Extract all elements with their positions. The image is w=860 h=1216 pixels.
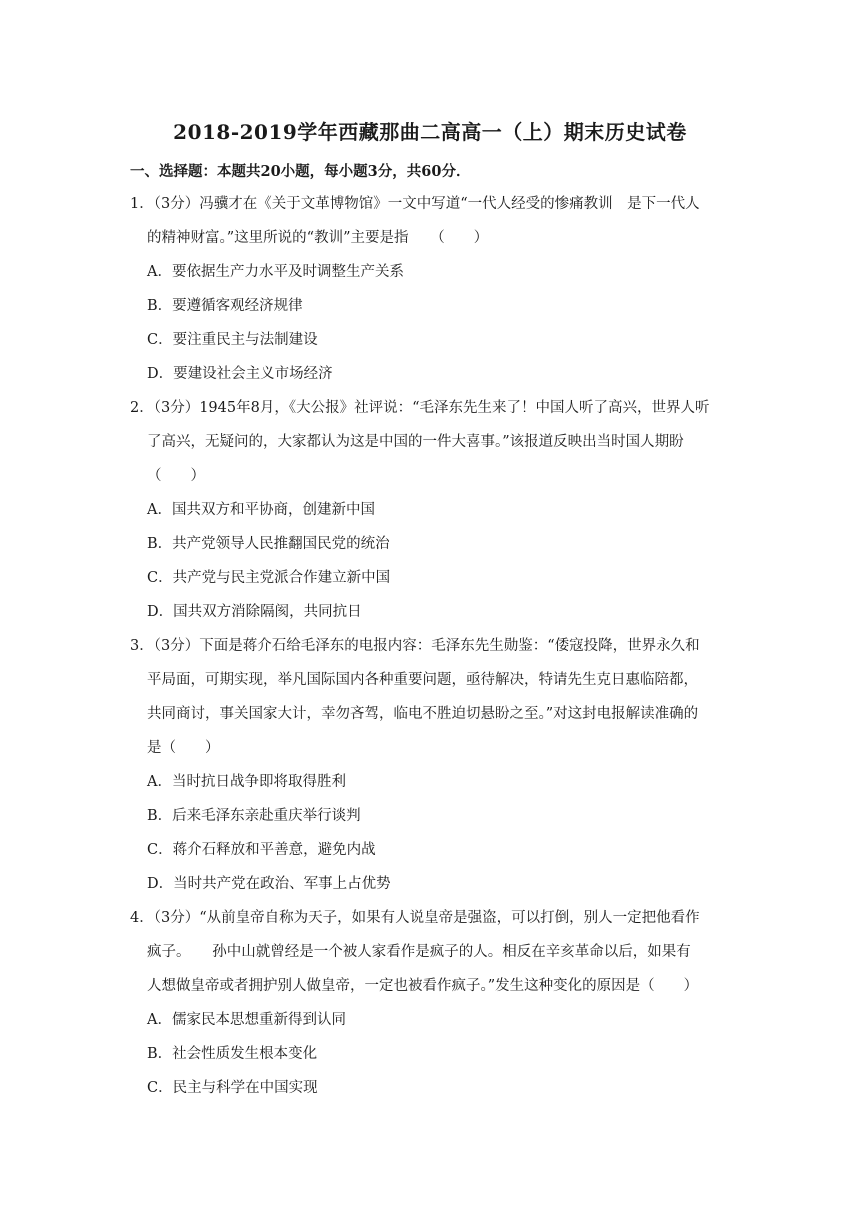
question-2-option-c: C．共产党与民主党派合作建立新中国 [147, 570, 391, 586]
question-3-line-2: 平局面，可期实现，举凡国际国内各种重要问题，亟待解决，特请先生克日惠临陪都， [147, 672, 698, 688]
question-3-option-b: B．后来毛泽东亲赴重庆举行谈判 [147, 808, 361, 824]
question-4-option-b: B．社会性质发生根本变化 [147, 1046, 318, 1062]
question-2-line-2: 了高兴，无疑问的，大家都认为这是中国的一件大喜事。”该报道反映出当时国人期盼 [147, 434, 684, 450]
question-4-option-a: A．儒家民本思想重新得到认同 [147, 1012, 346, 1028]
question-4-option-c: C．民主与科学在中国实现 [147, 1080, 318, 1096]
question-2-option-d: D．国共双方消除隔阂，共同抗日 [147, 604, 362, 620]
question-4-line-2: 疯子。 孙中山就曾经是一个被人家看作是疯子的人。相反在辛亥革命以后，如果有 [147, 944, 691, 960]
question-3-line-3: 共同商讨，事关国家大计，幸勿吝驾，临电不胜迫切悬盼之至。”对这封电报解读准确的 [147, 706, 699, 722]
question-1-option-c: C．要注重民主与法制建设 [147, 332, 318, 348]
question-4-line-3: 人想做皇帝或者拥护别人做皇帝，一定也被看作疯子。”发生这种变化的原因是（ ） [147, 978, 699, 994]
question-1-option-d: D．要建设社会主义市场经济 [147, 366, 333, 382]
question-3-option-c: C．蒋介石释放和平善意，避免内战 [147, 842, 376, 858]
question-1-option-a: A．要依据生产力水平及时调整生产关系 [147, 264, 404, 280]
question-2-line-1: 2．（3分）1945年8月，《大公报》社评说：“毛泽东先生来了！中国人听了高兴，世界人听 [130, 400, 710, 416]
question-2-option-a: A．国共双方和平协商，创建新中国 [147, 502, 375, 518]
question-1-line-1: 1．（3分）冯骥才在《关于文革博物馆》一文中写道“一代人经受的惨痛教训 是下一代人 [130, 196, 700, 212]
question-1-line-2: 的精神财富。”这里所说的“教训”主要是指 （ ） [147, 230, 489, 246]
question-2-line-3: （ ） [147, 468, 205, 484]
question-3-line-4: 是（ ） [147, 740, 220, 756]
question-4-line-1: 4．（3分）“从前皇帝自称为天子，如果有人说皇帝是强盗，可以打倒，别人一定把他看作 [130, 910, 700, 926]
section-heading: 一、选择题：本题共20小题，每小题3分，共60分． [130, 163, 471, 180]
question-3-option-a: A．当时抗日战争即将取得胜利 [147, 774, 346, 790]
question-2-option-b: B．共产党领导人民推翻国民党的统治 [147, 536, 390, 552]
question-3-line-1: 3．（3分）下面是蒋介石给毛泽东的电报内容：毛泽东先生勋鉴：“倭寇投降，世界永久和 [130, 638, 700, 654]
question-3-option-d: D．当时共产党在政治、军事上占优势 [147, 876, 391, 892]
question-1-option-b: B．要遵循客观经济规律 [147, 298, 303, 314]
page-title: 2018-2019学年西藏那曲二高高一（上）期末历史试卷 [173, 120, 687, 144]
